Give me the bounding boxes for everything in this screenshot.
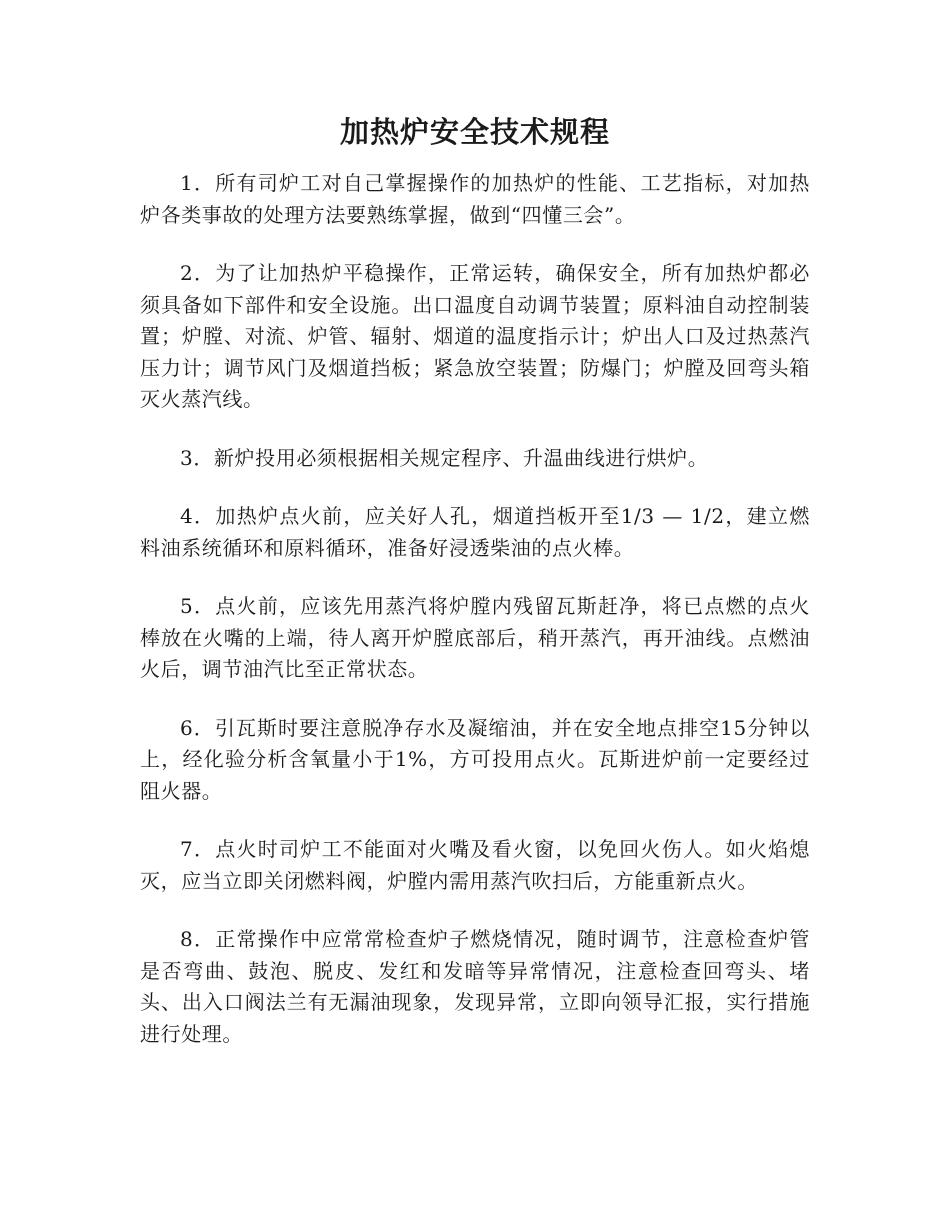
paragraph-1: 1．所有司炉工对自己掌握操作的加热炉的性能、工艺指标，对加热炉各类事故的处理方法要熟练掌握，做到“四懂三会”。 [140, 171, 810, 227]
paragraph-3: 3．新炉投用必须根据相关规定程序、升温曲线进行烘炉。 [180, 445, 709, 470]
paragraph-2: 2．为了让加热炉平稳操作，正常运转，确保安全，所有加热炉都必须具备如下部件和安全设施。出口温度自动调节装置；原料油自动控制装置；炉膛、对流、炉管、辐射、烟道的温度指示计；炉出人口及过热蒸汽压力计；调节风门及烟道挡板；紧急放空装置；防爆门；炉膛及回弯头箱灭火蒸汽线。 [140, 261, 810, 411]
paragraph-5: 5．点火前，应该先用蒸汽将炉膛内残留瓦斯赶净，将已点燃的点火棒放在火嘴的上端，待人离开炉膛底部后，稍开蒸汽，再开油线。点燃油火后，调节油汽比至正常状态。 [140, 594, 810, 681]
paragraph-8: 8．正常操作中应常常检查炉子燃烧情况，随时调节，注意检查炉管是否弯曲、鼓泡、脱皮、发红和发暗等异常情况，注意检查回弯头、堵头、出入口阀法兰有无漏油现象，发现异常，立即向领导汇报，实行措施进行处理。 [140, 927, 810, 1046]
document-title: 加热炉安全技术规程 [339, 115, 610, 149]
paragraph-7: 7．点火时司炉工不能面对火嘴及看火窗，以免回火伤人。如火焰熄灭，应当立即关闭燃料阀，炉膛内需用蒸汽吹扫后，方能重新点火。 [140, 837, 810, 893]
paragraph-4: 4．加热炉点火前，应关好人孔，烟道挡板开至1/3 — 1/2，建立燃料油系统循环和原料循环，准备好浸透柴油的点火棒。 [140, 504, 810, 560]
paragraph-6: 6．引瓦斯时要注意脱净存水及凝缩油，并在安全地点排空15分钟以上，经化验分析含氧量小于1%，方可投用点火。瓦斯进炉前一定要经过阻火器。 [140, 715, 810, 803]
